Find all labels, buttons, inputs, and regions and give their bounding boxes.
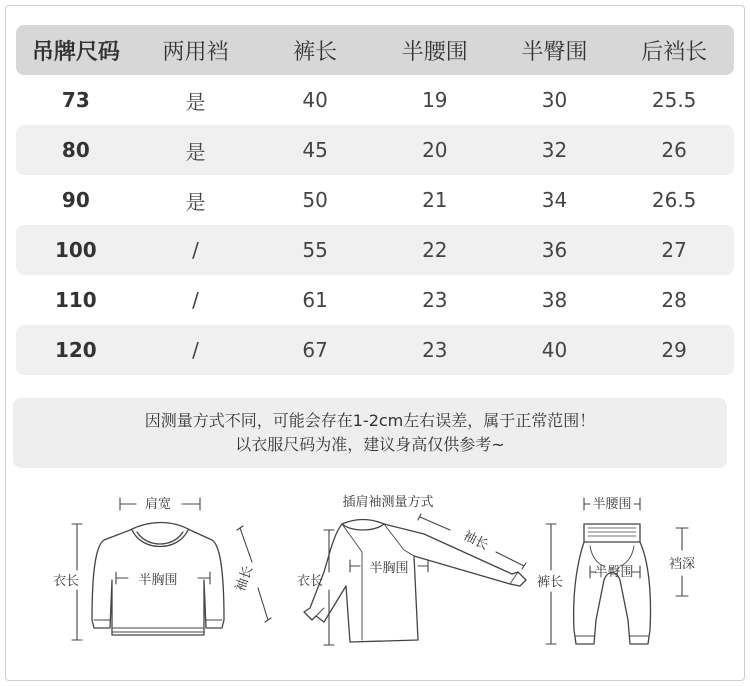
cell-back-rise: 26 xyxy=(614,125,734,175)
cell-half-hip: 40 xyxy=(495,325,615,375)
cell-pants-length: 61 xyxy=(302,288,328,312)
header-half-waist: 半腰围 xyxy=(375,25,495,75)
header-half-hip: 半臀围 xyxy=(495,25,615,75)
cell-half-hip: 36 xyxy=(495,225,615,275)
cell-dual-crotch: 是 xyxy=(136,125,256,175)
label-pants-rise: 裆深 xyxy=(668,557,696,572)
label-sweater-sleeve: 袖长 xyxy=(233,564,257,594)
label-sweater-length: 衣长 xyxy=(52,574,80,589)
cell-size: 120 xyxy=(16,325,136,375)
cell-size: 80 xyxy=(16,125,136,175)
cell-pants-length: 55 xyxy=(255,225,375,275)
table-header-row xyxy=(16,25,734,75)
cell-back-rise: 26.5 xyxy=(651,188,697,212)
cell-size: 73 xyxy=(61,88,90,112)
cell-half-waist: 23 xyxy=(422,288,448,312)
cell-back-rise: 29 xyxy=(614,325,734,375)
table-row xyxy=(16,275,734,325)
label-pants-waist: 半腰围 xyxy=(592,497,632,512)
cell-back-rise: 25.5 xyxy=(651,88,697,112)
label-pants-hip: 半臀围 xyxy=(594,565,634,580)
header-tag-size: 吊牌尺码 xyxy=(16,25,136,75)
label-raglan-sleeve: 袖长 xyxy=(460,528,491,554)
size-chart-table xyxy=(16,25,734,375)
cell-pants-length: 50 xyxy=(302,188,328,212)
label-shoulder: 肩宽 xyxy=(144,497,172,512)
label-sweater-chest: 半胸围 xyxy=(138,573,178,588)
measurement-diagram xyxy=(0,480,750,680)
table-row xyxy=(16,75,734,125)
label-raglan-title: 插肩袖测量方式 xyxy=(342,495,434,510)
raglan-illustration xyxy=(304,520,526,643)
label-pants-length: 裤长 xyxy=(536,575,564,590)
cell-back-rise: 27 xyxy=(614,225,734,275)
cell-half-hip: 30 xyxy=(541,88,568,112)
cell-half-waist: 23 xyxy=(375,325,495,375)
cell-dual-crotch: / xyxy=(136,225,256,275)
label-raglan-length: 衣长 xyxy=(296,574,324,589)
header-dual-crotch: 两用裆 xyxy=(136,25,256,75)
cell-pants-length: 45 xyxy=(255,125,375,175)
cell-dual-crotch: / xyxy=(136,325,256,375)
table-row xyxy=(16,175,734,225)
cell-half-hip: 34 xyxy=(541,188,568,212)
cell-half-waist: 22 xyxy=(375,225,495,275)
cell-dual-crotch: 是 xyxy=(185,89,206,114)
header-pants-length: 裤长 xyxy=(255,25,375,75)
cell-half-hip: 38 xyxy=(541,288,568,312)
table-row xyxy=(16,325,734,375)
note-line-2: 以衣服尺码为准，建议身高仅供参考~ xyxy=(235,435,505,454)
cell-half-waist: 21 xyxy=(422,188,448,212)
cell-pants-length: 67 xyxy=(255,325,375,375)
cell-half-hip: 32 xyxy=(495,125,615,175)
cell-dual-crotch: 是 xyxy=(185,189,206,214)
cell-size: 90 xyxy=(61,188,90,212)
label-raglan-chest: 半胸围 xyxy=(369,561,409,576)
cell-dual-crotch: / xyxy=(192,288,199,312)
cell-size: 110 xyxy=(54,288,97,312)
cell-half-waist: 20 xyxy=(375,125,495,175)
table-row xyxy=(16,225,734,275)
cell-size: 100 xyxy=(16,225,136,275)
header-back-rise: 后裆长 xyxy=(614,25,734,75)
cell-pants-length: 40 xyxy=(302,88,328,112)
cell-half-waist: 19 xyxy=(422,88,448,112)
table-row xyxy=(16,125,734,175)
note-line-1: 因测量方式不同，可能会存在1-2cm左右误差，属于正常范围！ xyxy=(144,411,596,430)
cell-back-rise: 28 xyxy=(661,288,687,312)
measurement-note xyxy=(13,398,727,468)
pants-illustration xyxy=(574,524,651,644)
